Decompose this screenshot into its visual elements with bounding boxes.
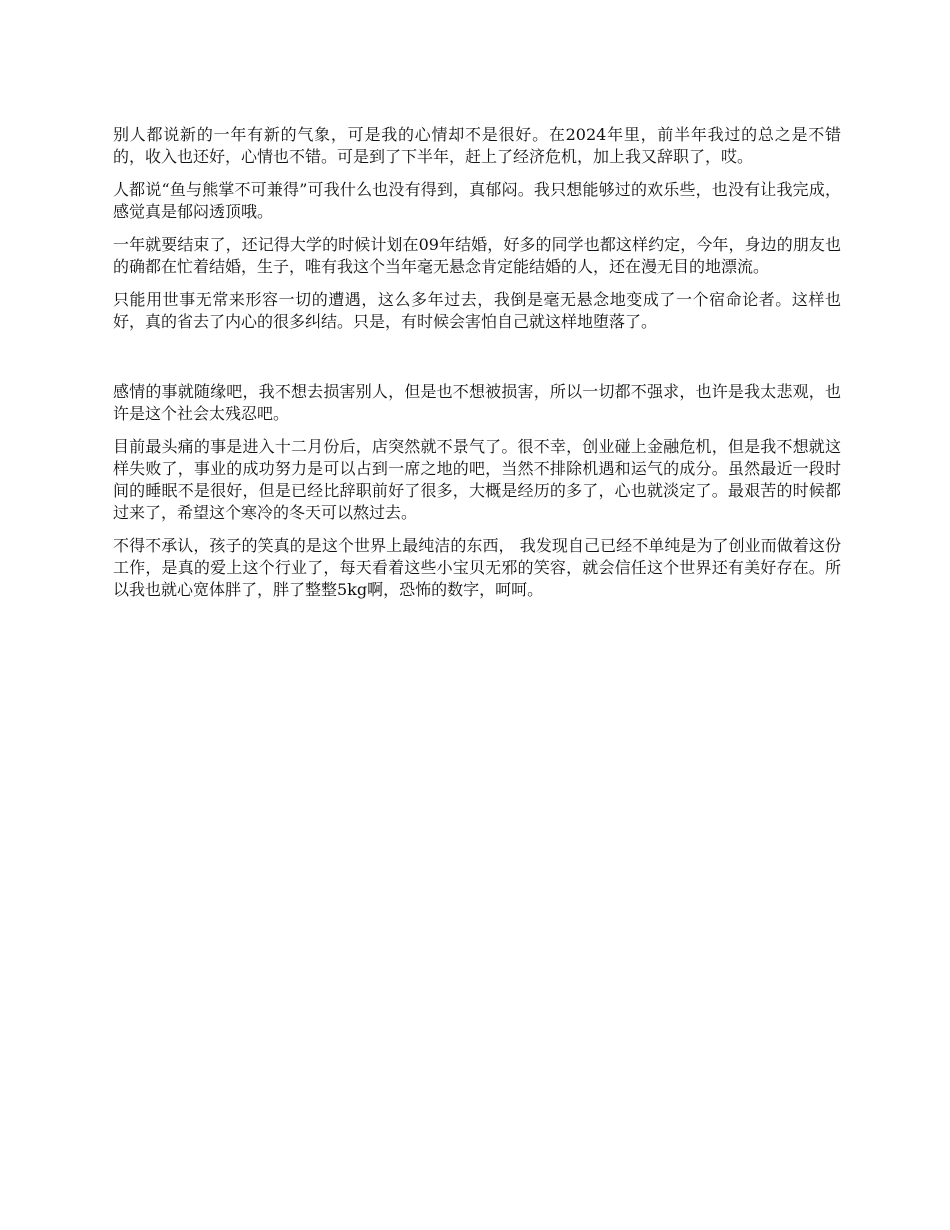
paragraph-6: 目前最头痛的事是进入十二月份后，店突然就不景气了。很不幸，创业碰上金融危机，但是我不想就这样失败了，事业的成功努力是可以占到一席之地的吧，当然不排除机遇和运气的成分。虽然最近一段时间的睡眠不是很好，但是已经比辞职前好了很多，大概是经历的多了，心也就淡定了。最艰苦的时候都过来了，希望这个寒冷的冬天可以熬过去。 xyxy=(113,437,841,522)
paragraph-5: 感情的事就随缘吧，我不想去损害别人，但是也不想被损害，所以一切都不强求，也许是我太悲观，也许是这个社会太残忍吧。 xyxy=(113,382,841,423)
section-gap xyxy=(113,344,841,381)
paragraph-3: 一年就要结束了，还记得大学的时候计划在09年结婚，好多的同学也都这样约定，今年，身边的朋友也的确都在忙着结婚，生子，唯有我这个当年毫无悬念肯定能结婚的人，还在漫无目的地漂流。 xyxy=(113,235,841,276)
paragraph-2: 人都说“鱼与熊掌不可兼得”可我什么也没有得到，真郁闷。我只想能够过的欢乐些，也没有让我完成，感觉真是郁闷透顶哦。 xyxy=(113,180,841,221)
paragraph-1: 别人都说新的一年有新的气象，可是我的心情却不是很好。在2024年里，前半年我过的总之是不错的，收入也还好，心情也不错。可是到了下半年，赶上了经济危机，加上我又辞职了，哎。 xyxy=(113,125,841,166)
paragraph-7: 不得不承认，孩子的笑真的是这个世界上最纯洁的东西， 我发现自己已经不单纯是为了创业而做着这份工作，是真的爱上这个行业了，每天看着这些小宝贝无邪的笑容，就会信任这个世界还有美好存在。所以我也就心宽体胖了，胖了整整5kg啊，恐怖的数字，呵呵。 xyxy=(113,536,841,599)
document-body xyxy=(113,124,841,612)
paragraph-4: 只能用世事无常来形容一切的遭遇，这么多年过去，我倒是毫无悬念地变成了一个宿命论者。这样也好，真的省去了内心的很多纠结。只是，有时候会害怕自己就这样地堕落了。 xyxy=(113,290,841,331)
